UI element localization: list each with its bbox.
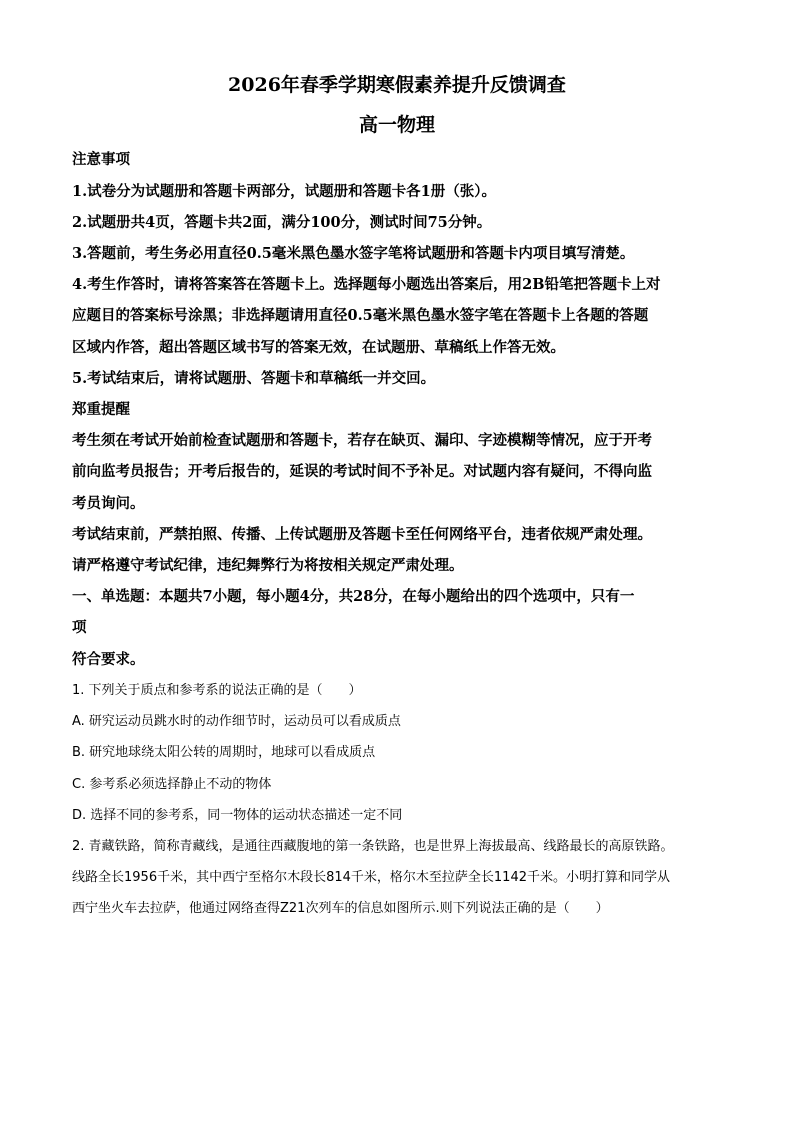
notes-item: 区域内作答，超出答题区域书写的答案无效，在试题册、草稿纸上作答无效。 — [72, 339, 565, 356]
reminder-line: 考试结束前，严禁拍照、传播、上传试题册及答题卡至任何网络平台，违者依规严肃处理。 — [72, 526, 652, 543]
notes-item: 2.试题册共4页，答题卡共2面，满分100分，测试时间75分钟。 — [72, 214, 492, 231]
reminder-line: 考生须在考试开始前检查试题册和答题卡，若存在缺页、漏印、字迹模糊等情况，应于开考 — [72, 432, 652, 449]
notes-item: 3.答题前，考生务必用直径0.5毫米黑色墨水签字笔将试题册和答题卡内项目填写清楚。 — [72, 245, 635, 262]
exam-title: 2026年春季学期寒假素养提升反馈调查 — [228, 74, 566, 96]
question-1-option-c: C. 参考系必须选择静止不动的物体 — [72, 777, 272, 792]
reminder-line: 前向监考员报告；开考后报告的，延误的考试时间不予补足。对试题内容有疑问，不得向监 — [72, 463, 652, 480]
question-2-line: 线路全长1956千米，其中西宁至格尔木段长814千米，格尔木至拉萨全长1142千米。小明打算和同学从 — [72, 870, 670, 885]
question-1-option-d: D. 选择不同的参考系，同一物体的运动状态描述一定不同 — [72, 808, 403, 823]
question-2-line: 2. 青藏铁路，简称青藏线，是通往西藏腹地的第一条铁路，也是世界上海拔最高、线路最长的高原铁路。 — [72, 839, 674, 854]
section-heading: 符合要求。 — [72, 651, 145, 668]
question-1-option-b: B. 研究地球绕太阳公转的周期时，地球可以看成质点 — [72, 745, 376, 760]
reminder-line: 考员询问。 — [72, 495, 145, 512]
notes-item: 5.考试结束后，请将试题册、答题卡和草稿纸一并交回。 — [72, 370, 436, 387]
notes-heading: 注意事项 — [72, 151, 130, 168]
notes-item: 4.考生作答时，请将答案答在答题卡上。选择题每小题选出答案后，用2B铅笔把答题卡上对 — [72, 276, 661, 293]
reminder-line: 请严格遵守考试纪律，违纪舞弊行为将按相关规定严肃处理。 — [72, 557, 464, 574]
exam-subject: 高一物理 — [358, 114, 435, 136]
section-heading: 一、单选题：本题共7小题，每小题4分，共28分，在每小题给出的四个选项中，只有一 — [72, 588, 635, 605]
question-1-stem: 1. 下列关于质点和参考系的说法正确的是（ ） — [72, 683, 362, 698]
notes-item: 应题目的答案标号涂黑；非选择题请用直径0.5毫米黑色墨水签字笔在答题卡上各题的答题 — [72, 307, 649, 324]
reminder-heading: 郑重提醒 — [72, 401, 130, 418]
section-heading: 项 — [72, 619, 87, 636]
question-2-line: 西宁坐火车去拉萨，他通过网络查得Z21次列车的信息如图所示.则下列说法正确的是（ ） — [72, 901, 609, 916]
question-1-option-a: A. 研究运动员跳水时的动作细节时，运动员可以看成质点 — [72, 714, 401, 729]
notes-item: 1.试卷分为试题册和答题卡两部分，试题册和答题卡各1册（张）。 — [72, 183, 496, 200]
